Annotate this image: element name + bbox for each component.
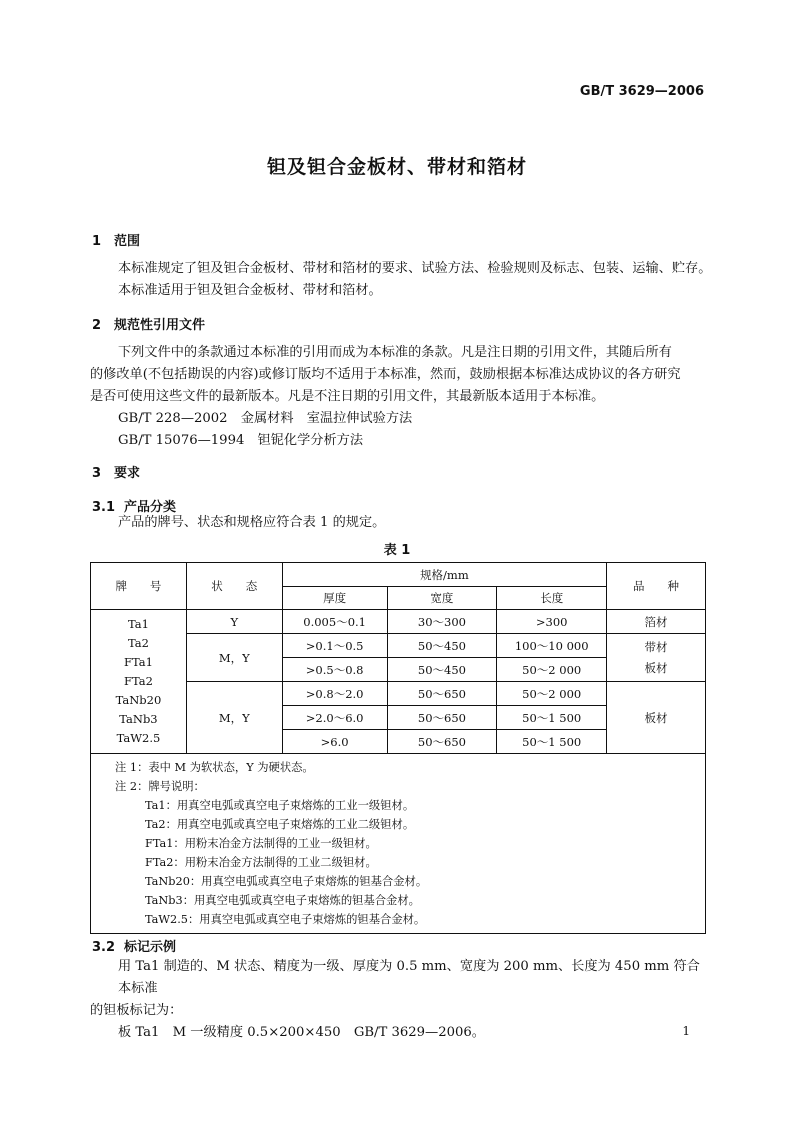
cell-thickness: 0.005～0.1 xyxy=(282,610,387,634)
reference-2: GB/T 15076—1994 钽铌化学分析方法 xyxy=(118,433,364,448)
cell-product: 带材 板材 xyxy=(607,634,706,682)
header-product: 品 种 xyxy=(607,563,706,610)
cell-width: 50～450 xyxy=(387,634,497,658)
section-2-heading: 2 规范性引用文件 xyxy=(92,318,206,333)
grade: TaNb3 xyxy=(119,712,158,726)
note-item: TaW2.5：用真空电弧或真空电子束熔炼的钽基合金材。 xyxy=(145,913,426,926)
note-item: Ta1：用真空电弧或真空电子束熔炼的工业一级钽材。 xyxy=(145,799,415,812)
section-3-1-heading: 3.1 产品分类 xyxy=(92,500,177,515)
cell-width: 50～650 xyxy=(387,682,497,706)
grade: FTa1 xyxy=(123,655,153,669)
note-item: FTa1：用粉末冶金方法制得的工业一级钽材。 xyxy=(145,837,377,850)
section-3-2-heading: 3.2 标记示例 xyxy=(92,940,177,955)
cell-length: 50～2 000 xyxy=(497,682,607,706)
section-3-heading: 3 要求 xyxy=(92,466,141,481)
grade: Ta1 xyxy=(127,617,149,631)
table-1 xyxy=(90,562,706,934)
page-number: 1 xyxy=(682,1024,690,1038)
table-notes xyxy=(91,754,706,934)
cell-length: >300 xyxy=(497,610,607,634)
cell-state: M，Y xyxy=(186,682,282,754)
header-length: 长度 xyxy=(497,587,607,610)
reference-1: GB/T 228—2002 金属材料 室温拉伸试验方法 xyxy=(118,411,413,426)
marking-example: 板 Ta1 M 一级精度 0.5×200×450 GB/T 3629—2006。 xyxy=(118,1025,485,1040)
cell-state: M，Y xyxy=(186,634,282,682)
grade-list-cell xyxy=(91,610,187,754)
cell-thickness: >0.5～0.8 xyxy=(282,658,387,682)
cell-length: 100～10 000 xyxy=(497,634,607,658)
section-2-body: 下列文件中的条款通过本标准的引用而成为本标准的条款。凡是注日期的引用文件，其随后所有 的修改单(不包括勘误的内容)或修订版均不适用于本标准，然而，鼓励根据本标准达成协议的各方研究 是否可使用这些文件的最新版本。凡是不注日期的引用文件，其最新版本适用于本标准。 GB/T 228—2002 金属材料 室温拉伸试验方法 GB/T 15076—1994 钽铌化学分析方法 xyxy=(90,342,710,452)
note-item: TaNb3：用真空电弧或真空电子束熔炼的钽基合金材。 xyxy=(145,894,420,907)
grade: FTa2 xyxy=(123,674,153,688)
header-state: 状 态 xyxy=(186,563,282,610)
note-1: 注 1：表中 M 为软状态，Y 为硬状态。 xyxy=(115,761,314,774)
note-item: FTa2：用粉末冶金方法制得的工业二级钽材。 xyxy=(145,856,377,869)
note-item: Ta2：用真空电弧或真空电子束熔炼的工业二级钽材。 xyxy=(145,818,415,831)
cell-state: Y xyxy=(186,610,282,634)
grade: TaW2.5 xyxy=(116,731,161,745)
cell-width: 50～650 xyxy=(387,706,497,730)
cell-length: 50～2 000 xyxy=(497,658,607,682)
header-thickness: 厚度 xyxy=(282,587,387,610)
standard-number: GB/T 3629—2006 xyxy=(579,84,704,99)
cell-length: 50～1 500 xyxy=(497,730,607,754)
cell-thickness: >0.8～2.0 xyxy=(282,682,387,706)
note-item: TaNb20：用真空电弧或真空电子束熔炼的钽基合金材。 xyxy=(145,875,428,888)
section-3-2-body: 用 Ta1 制造的、M 状态、精度为一级、厚度为 0.5 mm、宽度为 200 mm、长度为 450 mm 符合本标准 的钽板标记为： 板 Ta1 M 一级精度 0.5×200×450 GB/T 3629—2006。 xyxy=(90,956,710,1044)
cell-product: 板材 xyxy=(607,682,706,754)
cell-length: 50～1 500 xyxy=(497,706,607,730)
cell-product: 箔材 xyxy=(607,610,706,634)
section-3-1-body: 产品的牌号、状态和规格应符合表 1 的规定。 xyxy=(118,515,386,530)
cell-thickness: >0.1～0.5 xyxy=(282,634,387,658)
cell-width: 50～650 xyxy=(387,730,497,754)
cell-width: 30～300 xyxy=(387,610,497,634)
header-grade: 牌 号 xyxy=(91,563,187,610)
cell-thickness: >2.0～6.0 xyxy=(282,706,387,730)
document-title: 钽及钽合金板材、带材和箔材 xyxy=(266,156,527,178)
section-1-body: 本标准规定了钽及钽合金板材、带材和箔材的要求、试验方法、检验规则及标志、包装、运输、贮存。 本标准适用于钽及钽合金板材、带材和箔材。 xyxy=(118,261,712,298)
table-caption: 表 1 xyxy=(383,543,411,558)
grade: TaNb20 xyxy=(115,693,162,707)
header-spec: 规格/mm xyxy=(282,563,606,587)
grade: Ta2 xyxy=(127,636,149,650)
section-1-heading: 1 范围 xyxy=(92,234,141,249)
header-width: 宽度 xyxy=(387,587,497,610)
cell-thickness: >6.0 xyxy=(282,730,387,754)
note-2: 注 2：牌号说明： xyxy=(115,780,205,793)
cell-width: 50～450 xyxy=(387,658,497,682)
